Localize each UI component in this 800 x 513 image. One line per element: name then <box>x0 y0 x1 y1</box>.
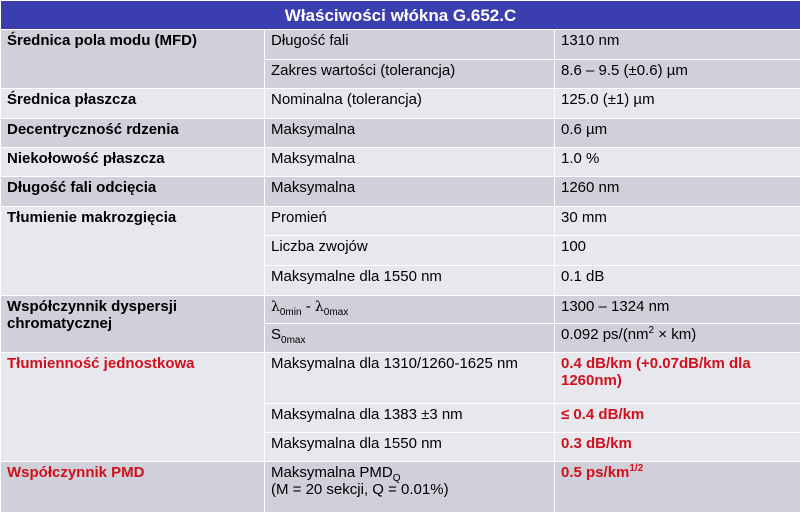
parameter-cell: Maksymalna <box>265 177 555 207</box>
lambda-symbol: λ <box>314 299 324 315</box>
parameter-cell: Promień <box>265 207 555 236</box>
value-cell: 8.6 – 9.5 (±0.6) µm <box>555 60 800 89</box>
parameter-cell <box>265 324 555 353</box>
property-mfd: Średnica pola modu (MFD) <box>1 30 265 89</box>
subscript: 0min <box>279 307 302 318</box>
parameter-cell: Maksymalna dla 1310/1260-1625 nm <box>265 353 555 404</box>
value-cell: 30 mm <box>555 207 800 236</box>
property-attenuation: Tłumienność jednostkowa <box>1 353 265 462</box>
parameter-note: (M = 20 sekcji, Q = 0.01%) <box>271 481 449 498</box>
value-cell: 100 <box>555 236 800 266</box>
parameter-cell: Maksymalna dla 1383 ±3 nm <box>265 404 555 433</box>
parameter-cell <box>265 296 555 324</box>
separator: - <box>301 298 315 315</box>
property-macrobend-loss: Tłumienie makrozgięcia <box>1 207 265 296</box>
superscript: 2 <box>648 325 655 336</box>
value-cell <box>555 462 800 513</box>
parameter-cell <box>265 462 555 513</box>
value-cell: 1.0 % <box>555 148 800 177</box>
property-chromatic-dispersion: Współczynnik dyspersji chromatycznej <box>1 296 265 353</box>
value-text: 0.092 ps/(nm <box>561 326 649 343</box>
value-cell: 1260 nm <box>555 177 800 207</box>
parameter-cell: Maksymalne dla 1550 nm <box>265 266 555 296</box>
value-cell: 1300 – 1324 nm <box>555 296 800 324</box>
subscript: 0max <box>281 335 306 346</box>
parameter-text: Maksymalna PMD <box>271 464 393 481</box>
value-cell <box>555 324 800 353</box>
table-row <box>1 207 800 236</box>
value-cell: 125.0 (±1) µm <box>555 89 800 119</box>
property-core-concentricity: Decentryczność rdzenia <box>1 119 265 148</box>
parameter-cell: Zakres wartości (tolerancja) <box>265 60 555 89</box>
table-row <box>1 148 800 177</box>
property-cladding-diameter: Średnica płaszcza <box>1 89 265 119</box>
parameter-cell: Liczba zwojów <box>265 236 555 266</box>
superscript: 1/2 <box>629 463 644 474</box>
property-cladding-noncircularity: Niekołowość płaszcza <box>1 148 265 177</box>
subscript: 0max <box>323 307 349 318</box>
parameter-cell: Długość fali <box>265 30 555 60</box>
lambda-symbol: λ <box>271 299 280 315</box>
table-title: Właściwości włókna G.652.C <box>1 1 800 30</box>
value-cell: 1310 nm <box>555 30 800 60</box>
property-cutoff-wavelength: Długość fali odcięcia <box>1 177 265 207</box>
table-row <box>1 89 800 119</box>
table-row <box>1 30 800 60</box>
parameter-cell: Maksymalna <box>265 148 555 177</box>
value-cell: 0.1 dB <box>555 266 800 296</box>
parameter-cell: Maksymalna dla 1550 nm <box>265 433 555 462</box>
value-cell: ≤ 0.4 dB/km <box>555 404 800 433</box>
property-pmd: Współczynnik PMD <box>1 462 265 513</box>
symbol-s: S <box>271 326 282 343</box>
value-text: 0.5 ps/km <box>561 464 630 481</box>
table-row <box>1 296 800 324</box>
parameter-cell: Nominalna (tolerancja) <box>265 89 555 119</box>
value-text: × km) <box>654 326 697 343</box>
value-cell: 0.4 dB/km (+0.07dB/km dla 1260nm) <box>555 353 800 404</box>
subscript: Q <box>392 473 401 484</box>
table-row <box>1 353 800 404</box>
table-row <box>1 177 800 207</box>
value-cell: 0.3 dB/km <box>555 433 800 462</box>
value-cell: 0.6 µm <box>555 119 800 148</box>
table-row <box>1 119 800 148</box>
table-row <box>1 462 800 513</box>
parameter-cell: Maksymalna <box>265 119 555 148</box>
table-title-row <box>1 1 800 30</box>
